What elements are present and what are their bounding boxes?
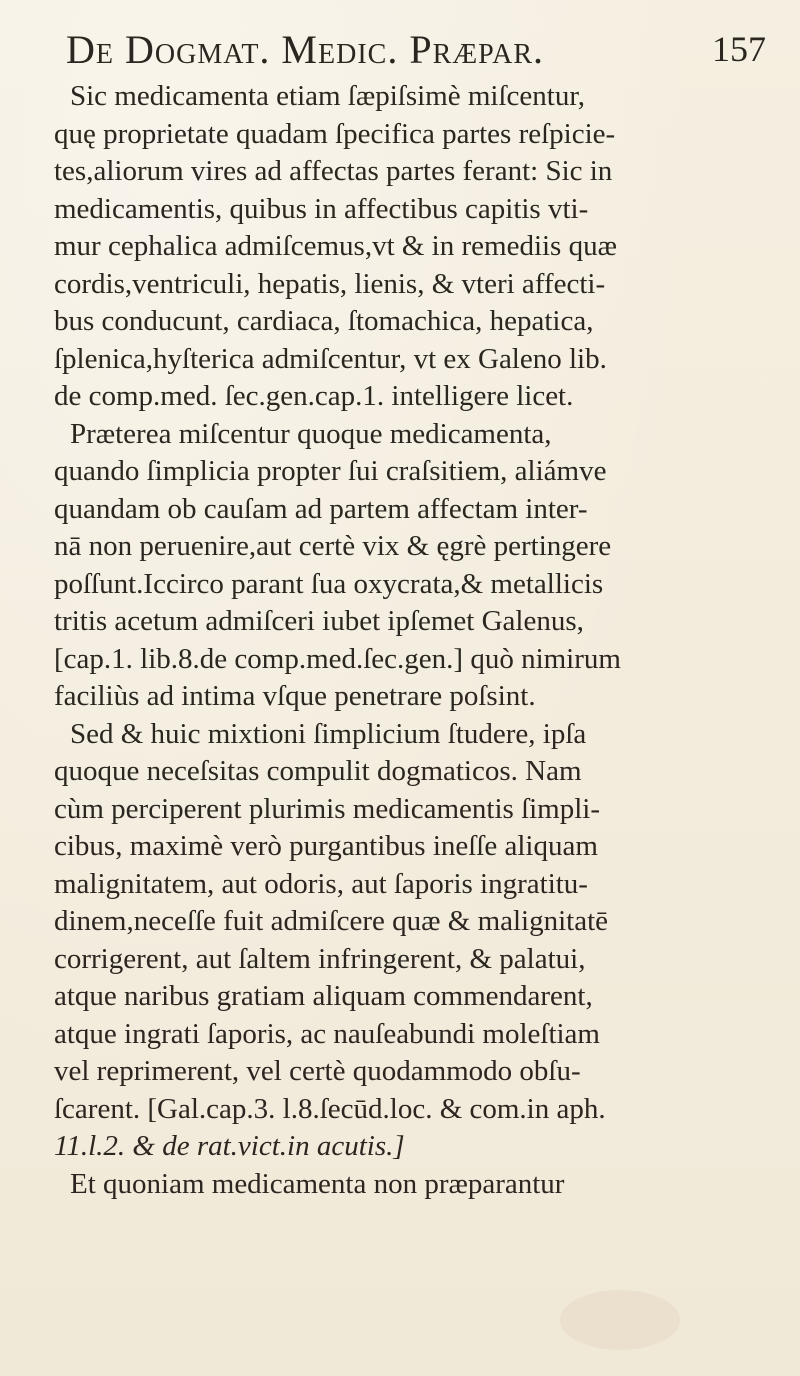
text-line: atque ingrati ſaporis, ac nauſeabundi moleſtiam (54, 1017, 600, 1050)
text-line: bus conducunt, cardiaca, ſtomachica, hepatica, (54, 305, 594, 337)
text-line: tritis acetum admiſceri iubet ipſemet Galenus, (54, 605, 584, 637)
paper-stain (560, 1290, 680, 1350)
text-line: tes,aliorum vires ad affectas partes ferant: Sic in (54, 155, 613, 187)
text-line: Præterea miſcentur quoque medicamenta, (70, 417, 552, 450)
text-line: cùm perciperent plurimis medicamentis ſimpli- (54, 792, 601, 825)
text-line: quandam ob cauſam ad partem affectam inter- (54, 492, 588, 525)
text-line: ſplenica,hyſterica admiſcentur, vt ex Galeno lib. (54, 342, 607, 375)
text-line: poſſunt.Iccirco parant ſua oxycrata,& metallicis (54, 567, 604, 600)
text-line: malignitatem, aut odoris, aut ſaporis ingratitu- (54, 867, 588, 900)
text-line: mur cephalica admiſcemus,vt & in remediis quæ (54, 230, 617, 262)
text-line: faciliùs ad intima vſque penetrare poſsint. (54, 680, 536, 712)
text-line: de comp.med. ſec.gen.cap.1. intelligere licet. (54, 380, 574, 412)
text-line: quando ſimplicia propter ſui craſsitiem, aliámve (54, 455, 607, 487)
text-line: cibus, maximè verò purgantibus ineſſe aliquam (54, 830, 598, 862)
text-line citation-line: ſcarent. [Gal.cap.3. l.8.ſecūd.loc. & com.in aph. (54, 1092, 606, 1125)
text-line: Sed & huic mixtioni ſimplicium ſtudere, ipſa (70, 717, 587, 750)
body-text (54, 78, 776, 1203)
text-line citation-line: 11.l.2. & de rat.vict.in acutis.] (54, 1130, 405, 1162)
text-line: medicamentis, quibus in affectibus capitis vti- (54, 192, 589, 225)
text-line: nā non peruenire,aut certè vix & ęgrè pertingere (54, 530, 612, 562)
page-number: 157 (712, 29, 766, 69)
text-line: dinem,neceſſe fuit admiſcere quæ & malignitatē (54, 905, 609, 937)
text-line: vel reprimerent, vel certè quodammodo obſu- (54, 1055, 581, 1087)
text-line: atque naribus gratiam aliquam commendarent, (54, 980, 593, 1012)
text-line: quę proprietate quadam ſpecifica partes reſpicie- (54, 117, 616, 150)
text-line: cordis,ventriculi, hepatis, lienis, & vteri affecti- (54, 267, 606, 300)
text-line: corrigerent, aut ſaltem infringerent, & palatui, (54, 942, 586, 975)
text-line: Sic medicamenta etiam ſæpiſsimè miſcentur, (70, 80, 586, 112)
running-title: De Dogmat. Medic. Præpar. (66, 27, 545, 72)
text-line: quoque neceſsitas compulit dogmaticos. Nam (54, 755, 582, 787)
text-line citation-line: [cap.1. lib.8.de comp.med.ſec.gen.] quò nimirum (54, 642, 621, 675)
text-line: Et quoniam medicamenta non præparantur (70, 1167, 565, 1200)
running-head (66, 26, 766, 76)
